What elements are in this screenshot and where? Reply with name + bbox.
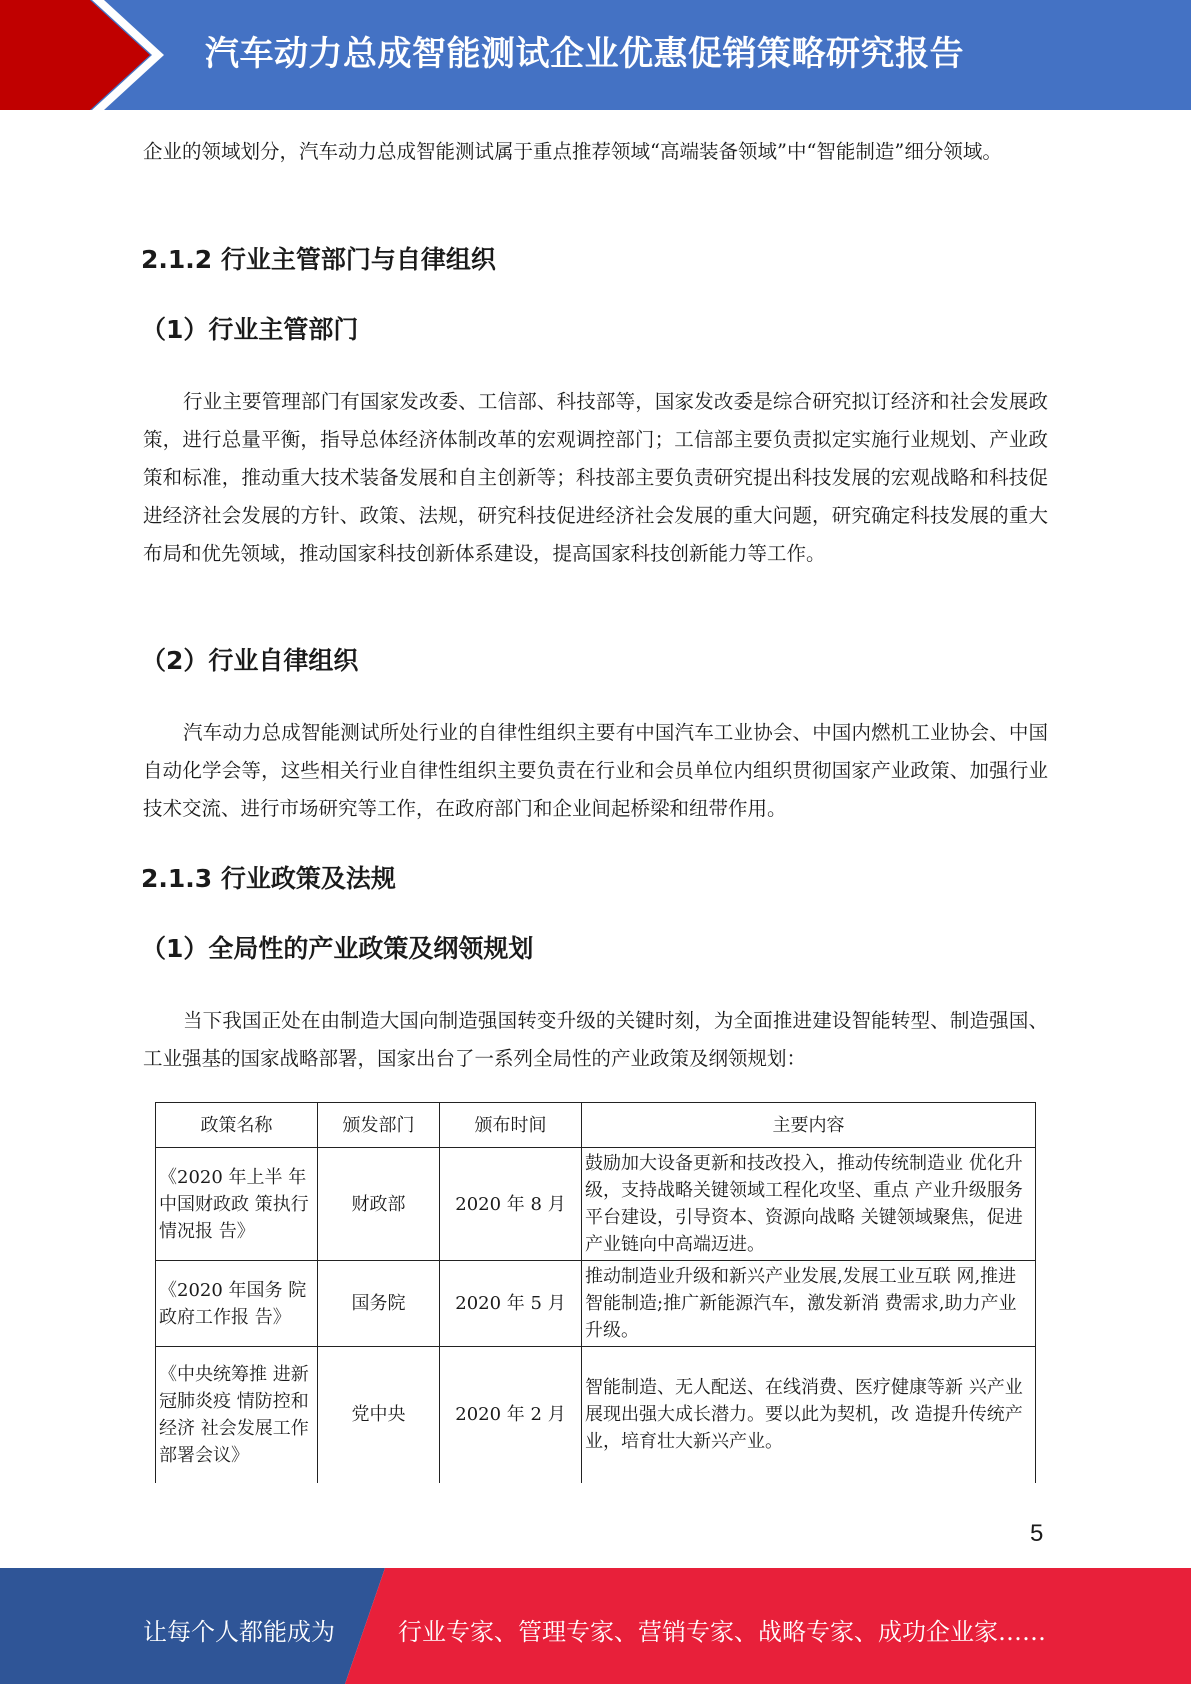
issue-date-cell: 2020 年 5 月	[440, 1261, 582, 1347]
table-row	[156, 1148, 1036, 1261]
subsection-self-regulatory-heading: （2）行业自律组织	[141, 646, 359, 675]
column-header-issuing-dept: 颁发部门	[318, 1103, 440, 1148]
competent-dept-paragraph: 行业主要管理部门有国家发改委、工信部、科技部等，国家发改委是综合研究拟订经济和社会发展政策，进行总量平衡，指导总体经济体制改革的宏观调控部门；工信部主要负责拟定实施行业规划、产业政策和标准，推动重大技术装备发展和自主创新等；科技部主要负责研究提出科技发展的宏观战略和科技促进经济社会发展的方针、政策、法规，研究科技促进经济社会发展的重大问题，研究确定科技发展的重大布局和优先领域，推动国家科技创新体系建设，提高国家科技创新能力等工作。	[143, 390, 1048, 565]
page-footer	[0, 1568, 1191, 1684]
footer-slogan-left: 让每个人都能成为	[143, 1618, 335, 1646]
policy-name-cell: 《2020 年上半 年中国财政政 策执行情况报 告》	[156, 1148, 318, 1261]
page-header	[0, 0, 1191, 110]
industrial-policy-paragraph: 当下我国正处在由制造大国向制造强国转变升级的关键时刻，为全面推进建设智能转型、制造强国、工业强基的国家战略部署，国家出台了一系列全局性的产业政策及纲领规划：	[143, 1009, 1048, 1070]
report-title: 汽车动力总成智能测试企业优惠促销策略研究报告	[205, 34, 964, 74]
issuing-dept-cell: 财政部	[318, 1148, 440, 1261]
main-content-cell: 智能制造、无人配送、在线消费、医疗健康等新 兴产业展现出强大成长潜力。要以此为契机，改 造提升传统产业，培育壮大新兴产业。	[582, 1347, 1036, 1483]
issue-date-cell: 2020 年 8 月	[440, 1148, 582, 1261]
policy-name-cell: 《2020 年国务 院政府工作报 告》	[156, 1261, 318, 1347]
column-header-policy-name: 政策名称	[156, 1103, 318, 1148]
issuing-dept-cell: 国务院	[318, 1261, 440, 1347]
page-number: 5	[1030, 1520, 1044, 1547]
policy-name-cell: 《中央统筹推 进新冠肺炎疫 情防控和经济 社会发展工作 部署会议》	[156, 1347, 318, 1483]
policy-table	[155, 1102, 1036, 1483]
main-content-cell: 推动制造业升级和新兴产业发展,发展工业互联 网,推进智能制造;推广新能源汽车，激发新消 费需求,助力产业升级。	[582, 1261, 1036, 1347]
footer-slogan-right: 行业专家、管理专家、营销专家、战略专家、成功企业家……	[398, 1618, 1046, 1646]
section-2-1-2-heading: 2.1.2 行业主管部门与自律组织	[141, 245, 496, 274]
column-header-main-content: 主要内容	[582, 1103, 1036, 1148]
subsection-competent-dept-heading: （1）行业主管部门	[141, 315, 359, 344]
self-regulatory-paragraph: 汽车动力总成智能测试所处行业的自律性组织主要有中国汽车工业协会、中国内燃机工业协会、中国自动化学会等，这些相关行业自律性组织主要负责在行业和会员单位内组织贯彻国家产业政策、加强行业技术交流、进行市场研究等工作，在政府部门和企业间起桥梁和纽带作用。	[143, 721, 1048, 820]
issuing-dept-cell: 党中央	[318, 1347, 440, 1483]
intro-paragraph: 企业的领域划分，汽车动力总成智能测试属于重点推荐领域“高端装备领域”中“智能制造”细分领域。	[143, 140, 1002, 163]
section-2-1-3-heading: 2.1.3 行业政策及法规	[141, 864, 396, 893]
table-row	[156, 1347, 1036, 1483]
column-header-issue-date: 颁布时间	[440, 1103, 582, 1148]
issue-date-cell: 2020 年 2 月	[440, 1347, 582, 1483]
table-row	[156, 1261, 1036, 1347]
main-content-cell: 鼓励加大设备更新和技改投入，推动传统制造业 优化升级，支持战略关键领域工程化攻坚、重点 产业升级服务平台建设，引导资本、资源向战略 关键领域聚焦，促进产业链向中高端迈进。	[582, 1148, 1036, 1261]
subsection-industrial-policy-heading: （1）全局性的产业政策及纲领规划	[141, 934, 534, 963]
table-header-row	[156, 1103, 1036, 1148]
